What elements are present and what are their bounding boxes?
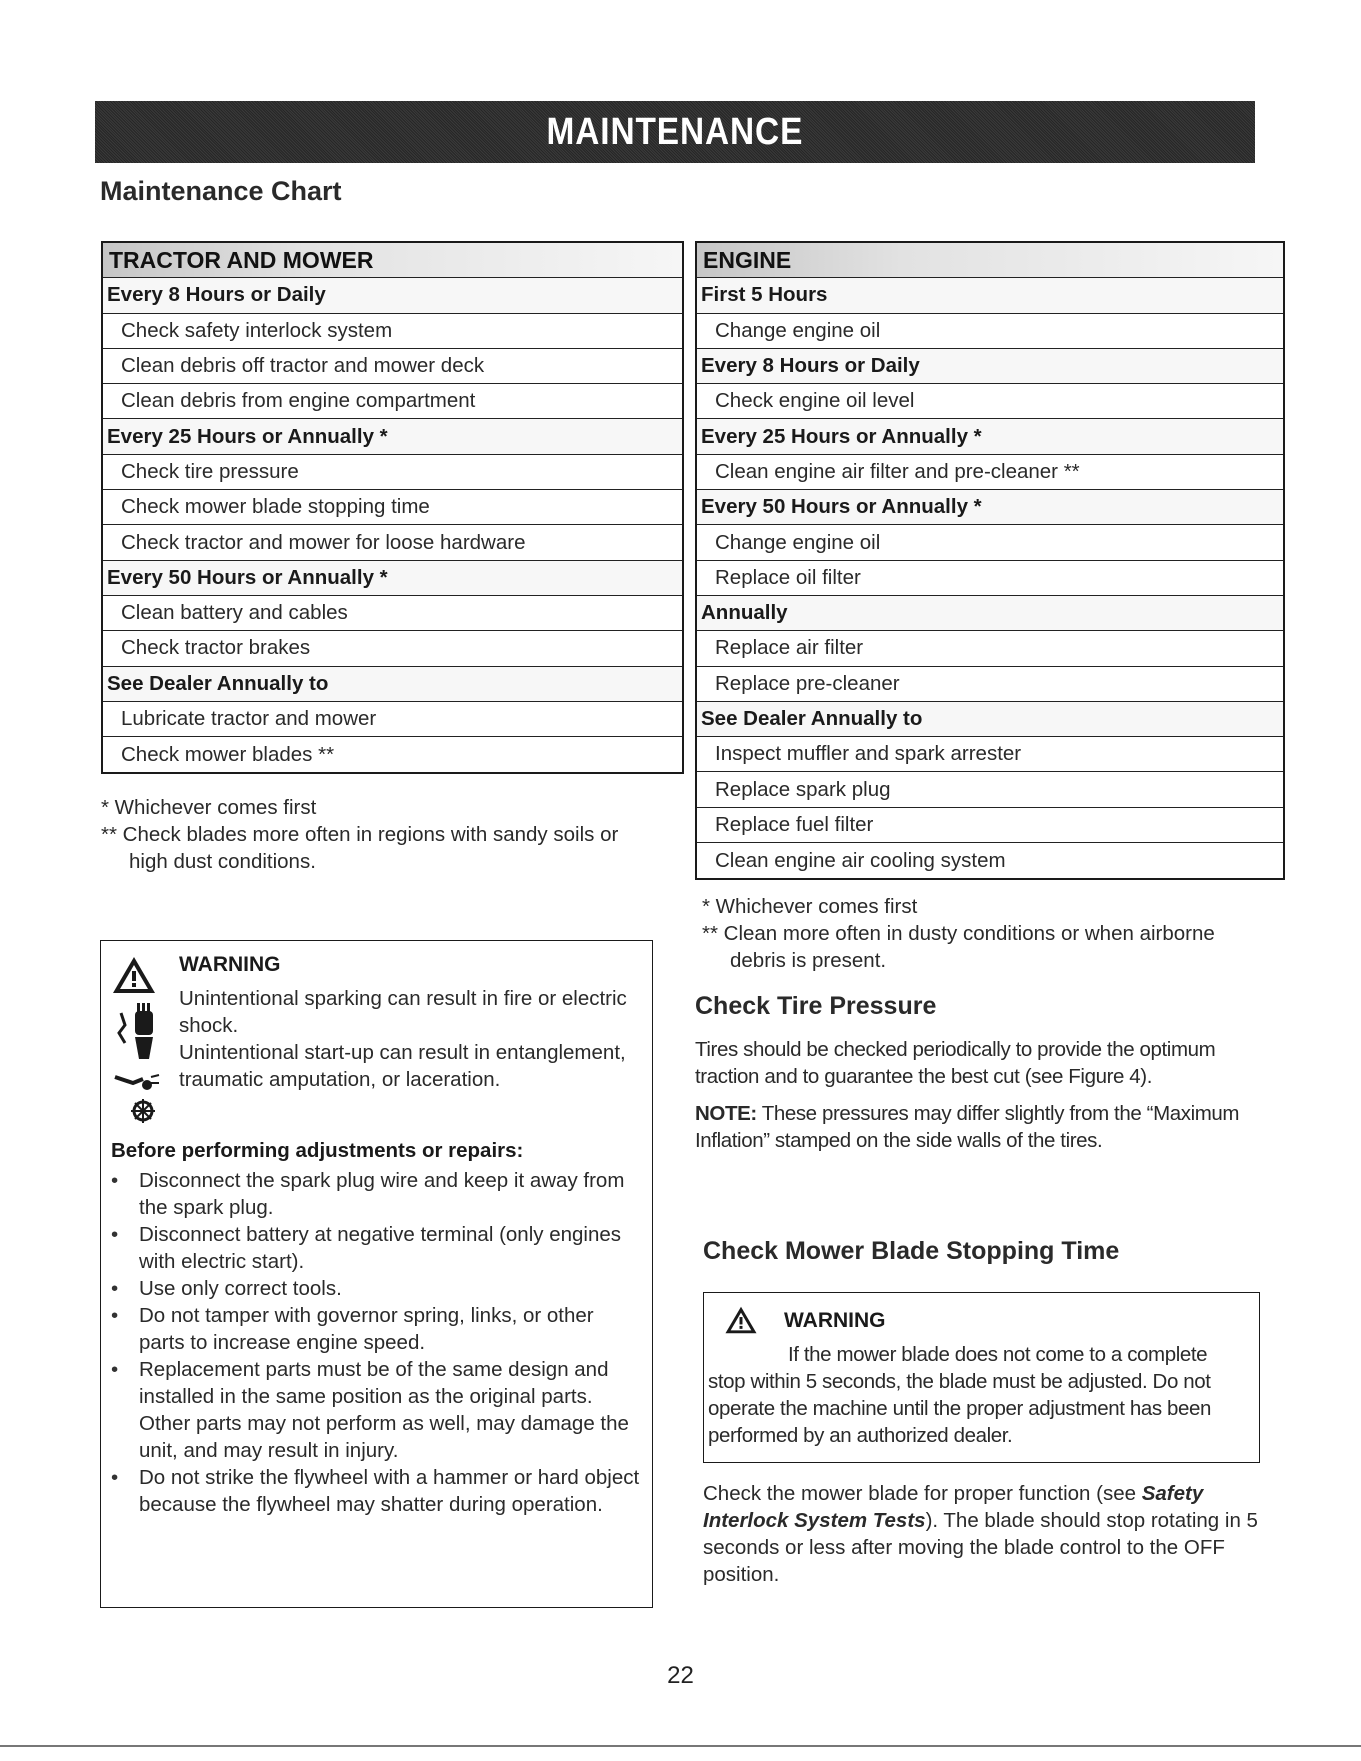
bullet-item: • Use only correct tools. [101, 1275, 643, 1302]
bullet-item: • Disconnect the spark plug wire and keep it away from the spark plug. [101, 1167, 643, 1221]
task-row: Check tractor brakes [103, 631, 682, 666]
interval-heading-row: Every 8 Hours or Daily [697, 349, 1283, 384]
task-row: Inspect muffler and spark arrester [697, 737, 1283, 772]
task-row: Clean engine air filter and pre-cleaner ** [697, 455, 1283, 490]
task-row: Check mower blades ** [103, 737, 682, 772]
task-row: Clean debris off tractor and mower deck [103, 349, 682, 384]
page-number: 22 [667, 1662, 694, 1689]
engine-table [695, 241, 1285, 880]
warning-line-startup: Unintentional start-up can result in entanglement, traumatic amputation, or laceration. [179, 1041, 626, 1091]
electric-shock-icon [115, 1003, 159, 1061]
task-row: Change engine oil [697, 314, 1283, 349]
task-row: Replace pre-cleaner [697, 667, 1283, 702]
blade-para-start: Check the mower blade for proper function (see [703, 1482, 1142, 1505]
warning-lines [179, 985, 634, 1093]
tractor-table-header: TRACTOR AND MOWER [103, 243, 682, 278]
tractor-note-2: ** Check blades more often in regions with sandy soils or high dust conditions. [101, 823, 619, 873]
task-row: Change engine oil [697, 525, 1283, 560]
engine-note-1: * Whichever comes first [702, 895, 918, 918]
bullet-item: • Do not strike the flywheel with a hammer or hard object because the flywheel may shatter during operation. [101, 1464, 643, 1518]
bullet-item: • Replacement parts must be of the same design and installed in the same position as the original parts. Other parts may not perform as well, may damage the unit, and may result in injury. [101, 1356, 643, 1464]
task-row: Replace fuel filter [697, 808, 1283, 843]
note-label: NOTE: [695, 1102, 757, 1125]
task-row: Check safety interlock system [103, 314, 682, 349]
warning-title: WARNING [179, 953, 281, 976]
interval-heading-row: See Dealer Annually to [697, 702, 1283, 737]
blade-warning-title: WARNING [784, 1309, 886, 1332]
repairs-subheading: Before performing adjustments or repairs: [111, 1139, 524, 1162]
safety-warning-box [100, 940, 653, 1608]
section-banner [95, 101, 1255, 163]
interval-heading-row: Every 8 Hours or Daily [103, 278, 682, 313]
task-row: Check engine oil level [697, 384, 1283, 419]
tire-pressure-note [695, 1100, 1265, 1154]
task-row: Replace air filter [697, 631, 1283, 666]
task-row: Lubricate tractor and mower [103, 702, 682, 737]
interval-heading-row: Annually [697, 596, 1283, 631]
entanglement-icon [113, 1069, 161, 1125]
blade-check-paragraph [703, 1480, 1268, 1588]
tractor-mower-table [101, 241, 684, 774]
warning-triangle-icon [724, 1305, 758, 1335]
task-row: Replace spark plug [697, 772, 1283, 807]
bullet-item: • Disconnect battery at negative terminal (only engines with electric start). [101, 1221, 643, 1275]
blade-para-end: ). The blade should stop rotating in 5 seconds or less after moving the blade control to the OFF position. [703, 1509, 1258, 1586]
note-text: These pressures may differ slightly from the “Maximum Inflation” stamped on the side walls of the tires. [695, 1102, 1240, 1152]
interval-heading-row: See Dealer Annually to [103, 667, 682, 702]
chart-title: Maintenance Chart [100, 176, 342, 206]
task-row: Clean engine air cooling system [697, 843, 1283, 878]
interval-heading-row: Every 25 Hours or Annually * [103, 419, 682, 454]
bottom-rule [0, 1745, 1361, 1747]
interval-heading-row: Every 50 Hours or Annually * [103, 561, 682, 596]
bullet-item: • Do not tamper with governor spring, links, or other parts to increase engine speed. [101, 1302, 643, 1356]
engine-table-header: ENGINE [697, 243, 1283, 278]
task-row: Clean battery and cables [103, 596, 682, 631]
blade-warning-text: If the mower blade does not come to a complete stop within 5 seconds, the blade must be adjusted. Do not operate the machine until the proper adjustment has been performed by an authorized dealer. [708, 1343, 1211, 1447]
task-row: Check tire pressure [103, 455, 682, 490]
warning-line-sparking: Unintentional sparking can result in fire or electric shock. [179, 987, 627, 1037]
tractor-note-1: * Whichever comes first [101, 796, 317, 819]
task-row: Clean debris from engine compartment [103, 384, 682, 419]
interval-heading-row: First 5 Hours [697, 278, 1283, 313]
blade-stopping-heading: Check Mower Blade Stopping Time [703, 1237, 1120, 1265]
engine-note-2: ** Clean more often in dusty conditions or when airborne debris is present. [702, 922, 1215, 972]
task-row: Check tractor and mower for loose hardware [103, 525, 682, 560]
task-row: Replace oil filter [697, 561, 1283, 596]
repairs-bullet-list [101, 1167, 643, 1518]
tractor-notes [101, 794, 641, 875]
task-row: Check mower blade stopping time [103, 490, 682, 525]
blade-warning-box [703, 1292, 1260, 1463]
interval-heading-row: Every 50 Hours or Annually * [697, 490, 1283, 525]
tire-pressure-paragraph: Tires should be checked periodically to provide the optimum traction and to guarantee the best cut (see Figure 4). [695, 1038, 1216, 1088]
warning-triangle-icon [111, 955, 157, 995]
banner-title: MAINTENANCE [546, 110, 804, 153]
engine-notes [702, 893, 1262, 974]
safety-interlock-reference: Safety Interlock System Tests [703, 1482, 1204, 1532]
interval-heading-row: Every 25 Hours or Annually * [697, 419, 1283, 454]
tire-pressure-heading: Check Tire Pressure [695, 992, 937, 1020]
